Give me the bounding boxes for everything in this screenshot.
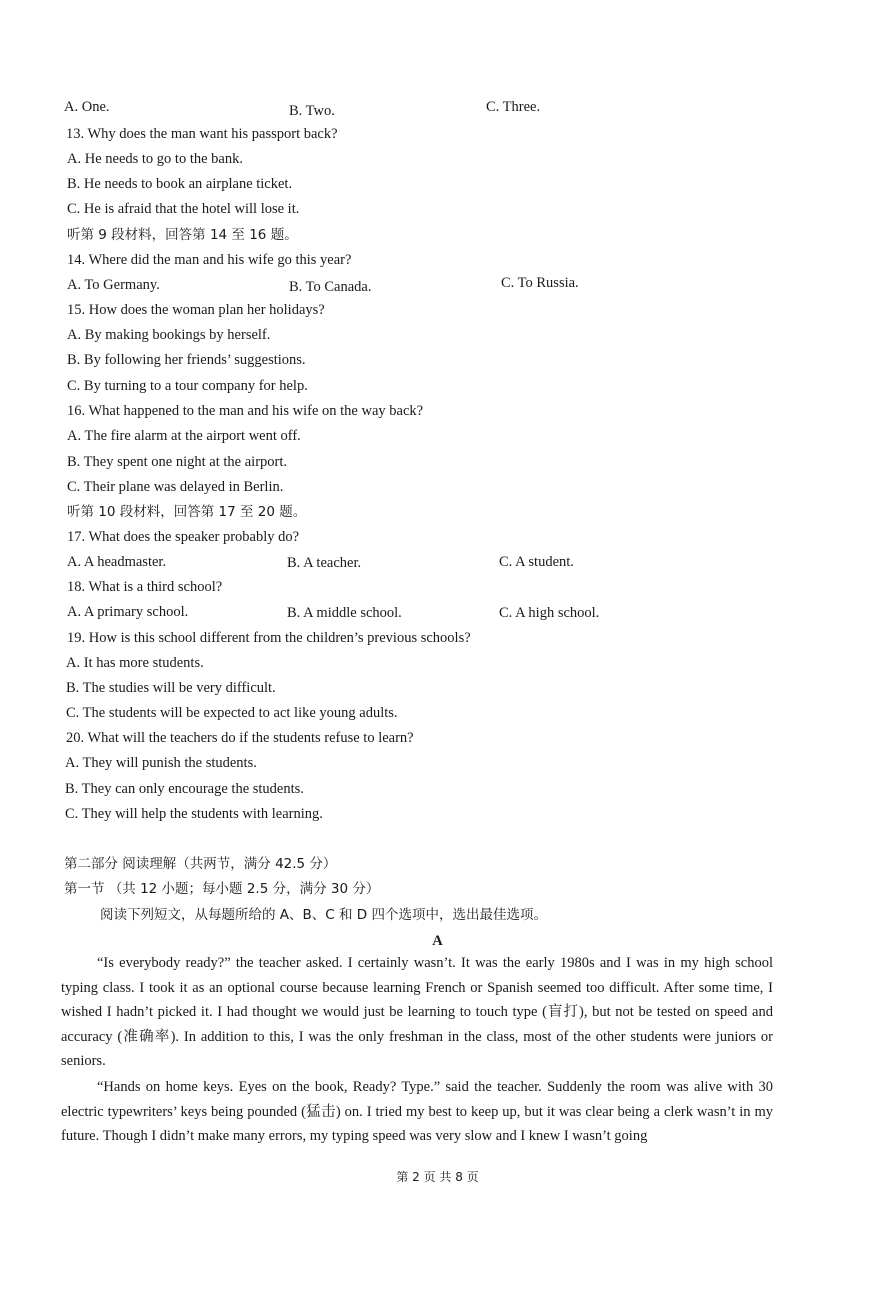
page-footer: 第 2 页 共 8 页 — [396, 1170, 479, 1184]
q16-option-a: A. The fire alarm at the airport went off. — [67, 428, 301, 444]
q18-option-a: A. A primary school. — [67, 604, 189, 620]
q18-question: 18. What is a third school? — [67, 579, 223, 595]
q14-option-b: B. To Canada. — [289, 279, 372, 295]
q12-option-b: B. Two. — [289, 103, 335, 119]
part2-instruction: 阅读下列短文，从每题所给的 A、B、C 和 D 四个选项中，选出最佳选项。 — [100, 907, 547, 923]
q14-question: 14. Where did the man and his wife go this year? — [67, 252, 352, 268]
q15-option-c: C. By turning to a tour company for help. — [67, 378, 308, 394]
q18-option-c: C. A high school. — [499, 605, 600, 621]
q17-option-a: A. A headmaster. — [67, 554, 167, 570]
q13-option-c: C. He is afraid that the hotel will lose it. — [67, 201, 300, 217]
q16-question: 16. What happened to the man and his wife on the way back? — [67, 403, 424, 419]
q15-option-a: A. By making bookings by herself. — [67, 327, 271, 343]
q15-question: 15. How does the woman plan her holidays? — [67, 302, 325, 318]
q19-question: 19. How is this school different from the children’s previous schools? — [67, 630, 471, 646]
q20-option-a: A. They will punish the students. — [65, 755, 257, 771]
q14-option-a: A. To Germany. — [67, 277, 160, 293]
q16-option-b: B. They spent one night at the airport. — [67, 454, 288, 470]
q15-option-b: B. By following her friends’ suggestions. — [67, 352, 306, 368]
q13-option-b: B. He needs to book an airplane ticket. — [67, 176, 293, 192]
q12-option-c: C. Three. — [486, 99, 541, 115]
q19-option-c: C. The students will be expected to act like young adults. — [66, 705, 398, 721]
passage-a-paragraph-2: “Hands on home keys. Eyes on the book, Ready? Type.” said the teacher. Suddenly the room was alive with 30 electric typewriters’ keys being pounded (猛击) on. I tried my best to keep up, but it was clear being a clerk wasn’t in my future. Though I didn’t make many errors, my typing speed was very slow and I knew I wasn’t going — [61, 1079, 773, 1145]
q18-option-b: B. A middle school. — [287, 605, 402, 621]
section10-instruction: 听第 10 段材料，回答第 17 至 20 题。 — [67, 504, 307, 520]
section9-instruction: 听第 9 段材料，回答第 14 至 16 题。 — [67, 227, 298, 243]
q20-option-b: B. They can only encourage the students. — [65, 781, 304, 797]
part2-section1-heading: 第一节 （共 12 小题；每小题 2.5 分，满分 30 分） — [64, 881, 380, 897]
q19-option-a: A. It has more students. — [66, 655, 204, 671]
q16-option-c: C. Their plane was delayed in Berlin. — [67, 479, 284, 495]
q13-option-a: A. He needs to go to the bank. — [67, 151, 243, 167]
q17-question: 17. What does the speaker probably do? — [67, 529, 300, 545]
q14-option-c: C. To Russia. — [501, 275, 579, 291]
part2-title: 第二部分 阅读理解（共两节，满分 42.5 分） — [64, 856, 337, 872]
q20-question: 20. What will the teachers do if the students refuse to learn? — [66, 730, 414, 746]
q19-option-b: B. The studies will be very difficult. — [66, 680, 276, 696]
q13-question: 13. Why does the man want his passport back? — [66, 126, 338, 142]
q17-option-c: C. A student. — [499, 554, 574, 570]
passage-a-paragraph-1: “Is everybody ready?” the teacher asked. I certainly wasn’t. It was the early 1980s and I was in my high school typing class. I took it as an optional course because learning French or Spanish seemed too difficult. After some time, I wished I hadn’t picked it. I had thought we would just be learning to touch type (盲打), but not be tested on speed and accuracy (准确率). In addition to this, I was the only freshman in the class, most of the other students were juniors or seniors. — [61, 955, 773, 1070]
q20-option-c: C. They will help the students with learning. — [65, 806, 323, 822]
q17-option-b: B. A teacher. — [287, 555, 362, 571]
passage-a-label: A — [432, 933, 443, 949]
q12-option-a: A. One. — [64, 99, 110, 115]
